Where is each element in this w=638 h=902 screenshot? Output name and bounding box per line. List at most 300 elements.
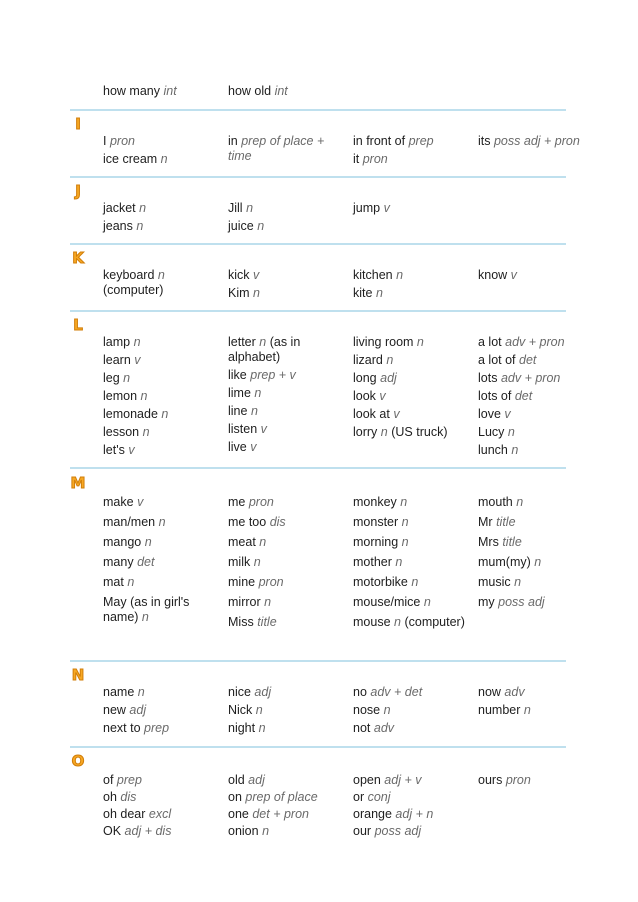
word-entry <box>228 386 346 401</box>
word-entry <box>353 721 471 736</box>
part-of-speech: title <box>496 515 516 529</box>
part-of-speech: int <box>163 84 177 98</box>
word-entry <box>353 595 471 610</box>
word-entry <box>353 790 471 805</box>
word-entry <box>228 219 346 234</box>
entry-word: mum(my) <box>478 555 531 569</box>
part-of-speech: pron <box>505 773 531 787</box>
word-entry <box>353 615 471 630</box>
column-4 <box>478 268 596 286</box>
word-entry <box>103 84 221 99</box>
word-entry <box>228 595 346 610</box>
part-of-speech: n <box>127 575 135 589</box>
part-of-speech: adj + n <box>395 807 434 821</box>
part-of-speech: n <box>401 535 409 549</box>
part-of-speech: n <box>136 219 144 233</box>
entry-word: ours <box>478 773 503 787</box>
entry-word: line <box>228 404 248 418</box>
divider-rule <box>70 243 566 245</box>
column-1 <box>103 84 221 102</box>
entry-word: mouse/mice <box>353 595 421 609</box>
word-entry <box>228 807 346 822</box>
word-entry <box>228 703 346 718</box>
word-entry <box>103 353 221 368</box>
part-of-speech: n <box>142 425 150 439</box>
word-entry <box>228 335 346 365</box>
part-of-speech: adv + det <box>370 685 423 699</box>
word-entry <box>478 495 596 510</box>
entry-word: now <box>478 685 501 699</box>
part-of-speech: pron <box>109 134 135 148</box>
entry-word: lime <box>228 386 251 400</box>
column-4 <box>478 335 596 461</box>
part-of-speech: v <box>250 440 257 454</box>
word-entry <box>103 515 221 530</box>
entry-word: letter <box>228 335 256 349</box>
column-4 <box>478 773 596 790</box>
entry-word: look at <box>353 407 390 421</box>
entry-word: a lot <box>478 335 502 349</box>
entry-word: like <box>228 368 247 382</box>
part-of-speech: n <box>416 335 424 349</box>
word-entry <box>353 515 471 530</box>
part-of-speech: n <box>141 610 149 624</box>
word-entry <box>353 425 471 440</box>
part-of-speech: n <box>534 555 542 569</box>
section-letter: I <box>75 115 81 133</box>
part-of-speech: v <box>504 407 511 421</box>
word-entry <box>353 134 471 149</box>
word-entry <box>103 807 221 822</box>
entry-word: leg <box>103 371 120 385</box>
part-of-speech: adv + pron <box>500 371 561 385</box>
entry-word: Jill <box>228 201 243 215</box>
column-2 <box>228 773 346 841</box>
part-of-speech: prep <box>144 721 170 735</box>
word-entry <box>228 495 346 510</box>
part-of-speech: n <box>144 535 152 549</box>
section-letter: N <box>71 666 85 684</box>
entry-word: live <box>228 440 247 454</box>
word-entry <box>103 495 221 510</box>
entry-word-note: (computer) <box>103 283 164 297</box>
entry-word: lemonade <box>103 407 158 421</box>
part-of-speech: pron <box>258 575 284 589</box>
part-of-speech: n <box>250 404 258 418</box>
entry-word-note: (as in alphabet) <box>228 335 301 364</box>
entry-word: me <box>228 495 246 509</box>
word-entry <box>478 134 596 149</box>
section-letter: O <box>71 752 85 770</box>
word-entry <box>353 286 471 301</box>
part-of-speech: poss adj <box>374 824 422 838</box>
entry-word: onion <box>228 824 259 838</box>
part-of-speech: pron <box>248 495 274 509</box>
part-of-speech: v <box>260 422 267 436</box>
word-entry <box>478 268 596 283</box>
entry-word: lizard <box>353 353 383 367</box>
part-of-speech: n <box>253 555 261 569</box>
part-of-speech: prep of place <box>245 790 318 804</box>
column-1 <box>103 495 221 630</box>
part-of-speech: n <box>411 575 419 589</box>
part-of-speech: pron <box>362 152 388 166</box>
entry-word: kick <box>228 268 250 282</box>
entry-word: monster <box>353 515 399 529</box>
entry-word: jump <box>353 201 381 215</box>
entry-word: Mr <box>478 515 493 529</box>
word-entry <box>103 575 221 590</box>
entry-word: Mrs <box>478 535 499 549</box>
part-of-speech: n <box>375 286 383 300</box>
entry-word-note: (computer) <box>404 615 465 629</box>
entry-word: in <box>228 134 238 148</box>
word-entry <box>478 389 596 404</box>
entry-word: lots <box>478 371 498 385</box>
word-entry <box>228 404 346 419</box>
word-entry <box>353 824 471 839</box>
word-entry <box>478 535 596 550</box>
entry-word: music <box>478 575 511 589</box>
word-entry <box>228 368 346 383</box>
part-of-speech: adj <box>248 773 265 787</box>
word-entry <box>103 773 221 788</box>
entry-word: OK <box>103 824 122 838</box>
word-entry <box>353 535 471 550</box>
entry-word: my <box>478 595 495 609</box>
word-entry <box>103 389 221 404</box>
part-of-speech: n <box>246 201 254 215</box>
part-of-speech: poss adj + pron <box>493 134 580 148</box>
column-3 <box>353 268 471 304</box>
part-of-speech: dis <box>120 790 137 804</box>
word-entry <box>478 443 596 458</box>
part-of-speech: v <box>253 268 260 282</box>
entry-word: Kim <box>228 286 250 300</box>
column-1 <box>103 201 221 237</box>
entry-word: Lucy <box>478 425 505 439</box>
word-entry <box>103 201 221 216</box>
part-of-speech: n <box>157 268 165 282</box>
column-1 <box>103 335 221 461</box>
part-of-speech: n <box>137 685 145 699</box>
part-of-speech: int <box>274 84 288 98</box>
part-of-speech: n <box>255 703 263 717</box>
word-entry <box>228 201 346 216</box>
part-of-speech: det <box>519 353 537 367</box>
entry-word: nice <box>228 685 251 699</box>
part-of-speech: v <box>510 268 517 282</box>
entry-word: on <box>228 790 242 804</box>
word-entry <box>478 407 596 422</box>
entry-word: love <box>478 407 501 421</box>
part-of-speech: n <box>133 335 141 349</box>
word-entry <box>353 685 471 700</box>
part-of-speech: v <box>393 407 400 421</box>
word-entry <box>478 353 596 368</box>
word-entry <box>228 286 346 301</box>
part-of-speech: v <box>379 389 386 403</box>
entry-word: Miss <box>228 615 254 629</box>
entry-word: new <box>103 703 126 717</box>
entry-word: mango <box>103 535 142 549</box>
entry-word: juice <box>228 219 254 233</box>
entry-word: make <box>103 495 134 509</box>
part-of-speech: n <box>160 152 168 166</box>
entry-word: its <box>478 134 491 148</box>
part-of-speech: n <box>514 575 522 589</box>
word-entry <box>353 575 471 590</box>
word-entry <box>353 353 471 368</box>
part-of-speech: n <box>380 425 388 439</box>
part-of-speech: v <box>128 443 135 457</box>
word-entry <box>103 703 221 718</box>
part-of-speech: n <box>139 201 147 215</box>
word-entry <box>103 152 221 167</box>
part-of-speech: conj <box>367 790 391 804</box>
part-of-speech: n <box>262 824 270 838</box>
word-entry <box>353 773 471 788</box>
column-3 <box>353 201 471 219</box>
word-entry <box>353 389 471 404</box>
word-entry <box>353 201 471 216</box>
part-of-speech: adv + pron <box>505 335 565 349</box>
part-of-speech: n <box>257 219 265 233</box>
word-entry <box>228 773 346 788</box>
part-of-speech: n <box>396 268 404 282</box>
word-entry <box>103 134 221 149</box>
entry-word: kitchen <box>353 268 393 282</box>
word-entry <box>478 555 596 570</box>
entry-word: morning <box>353 535 399 549</box>
entry-word: jacket <box>103 201 136 215</box>
word-entry <box>103 425 221 440</box>
part-of-speech: n <box>511 443 519 457</box>
column-2 <box>228 335 346 458</box>
part-of-speech: n <box>140 389 148 403</box>
word-entry <box>478 703 596 718</box>
column-2 <box>228 134 346 167</box>
entry-word: not <box>353 721 371 735</box>
part-of-speech: adj + v <box>384 773 422 787</box>
column-3 <box>353 335 471 443</box>
entry-word: a lot of <box>478 353 516 367</box>
entry-word: or <box>353 790 365 804</box>
word-entry <box>353 555 471 570</box>
part-of-speech: n <box>161 407 169 421</box>
divider-rule <box>70 310 566 312</box>
part-of-speech: n <box>395 555 403 569</box>
part-of-speech: n <box>423 595 431 609</box>
word-entry <box>228 555 346 570</box>
entry-word: let's <box>103 443 125 457</box>
word-entry <box>353 335 471 350</box>
column-2 <box>228 201 346 237</box>
word-entry <box>353 807 471 822</box>
column-2 <box>228 84 346 102</box>
entry-word: man/men <box>103 515 156 529</box>
word-entry <box>353 152 471 167</box>
part-of-speech: prep <box>116 773 142 787</box>
divider-rule <box>70 467 566 469</box>
entry-word: old <box>228 773 245 787</box>
part-of-speech: n <box>523 703 531 717</box>
part-of-speech: n <box>158 515 166 529</box>
part-of-speech: v <box>137 495 144 509</box>
entry-word: kite <box>353 286 373 300</box>
entry-word: mouse <box>353 615 391 629</box>
divider-rule <box>70 746 566 748</box>
part-of-speech: excl <box>148 807 172 821</box>
word-entry <box>228 84 346 99</box>
part-of-speech: n <box>394 615 401 629</box>
word-entry <box>103 219 221 234</box>
entry-word: mouth <box>478 495 513 509</box>
word-entry <box>228 721 346 736</box>
entry-word: living room <box>353 335 414 349</box>
entry-word: lorry <box>353 425 378 439</box>
part-of-speech: title <box>502 535 522 549</box>
word-entry <box>103 268 221 298</box>
part-of-speech: prep + v <box>250 368 296 382</box>
column-2 <box>228 495 346 635</box>
part-of-speech: n <box>386 353 394 367</box>
entry-word: how many <box>103 84 160 98</box>
column-1 <box>103 773 221 841</box>
part-of-speech: det <box>514 389 533 403</box>
word-entry <box>228 685 346 700</box>
part-of-speech: n <box>400 495 408 509</box>
word-entry <box>353 371 471 386</box>
part-of-speech: n <box>507 425 515 439</box>
entry-word: mirror <box>228 595 261 609</box>
word-entry <box>103 721 221 736</box>
word-entry <box>103 685 221 700</box>
entry-word: milk <box>228 555 251 569</box>
word-entry <box>228 515 346 530</box>
word-entry <box>478 685 596 700</box>
entry-word: jeans <box>103 219 133 233</box>
column-4 <box>478 685 596 721</box>
entry-word: nose <box>353 703 381 717</box>
entry-word: listen <box>228 422 258 436</box>
entry-word: lunch <box>478 443 508 457</box>
section-letter: M <box>70 474 86 492</box>
part-of-speech: adj + dis <box>124 824 172 838</box>
part-of-speech: adv <box>504 685 525 699</box>
entry-word: Nick <box>228 703 253 717</box>
entry-word: no <box>353 685 367 699</box>
part-of-speech: n <box>254 386 262 400</box>
part-of-speech: adj <box>129 703 147 717</box>
entry-word-note: (US truck) <box>391 425 448 439</box>
entry-word: long <box>353 371 377 385</box>
part-of-speech: adv <box>373 721 395 735</box>
part-of-speech: det + pron <box>252 807 309 821</box>
word-entry <box>353 703 471 718</box>
word-entry <box>228 575 346 590</box>
part-of-speech: adj <box>254 685 272 699</box>
part-of-speech: n <box>253 286 260 300</box>
word-entry <box>478 515 596 530</box>
entry-word: next to <box>103 721 141 735</box>
word-entry <box>228 440 346 455</box>
entry-word: May (as in girl's name) <box>103 595 190 624</box>
column-4 <box>478 134 596 152</box>
part-of-speech: n <box>264 595 272 609</box>
word-entry <box>103 407 221 422</box>
word-entry <box>353 407 471 422</box>
entry-word: look <box>353 389 376 403</box>
part-of-speech: adj <box>380 371 397 385</box>
entry-word: orange <box>353 807 392 821</box>
entry-word: of <box>103 773 114 787</box>
entry-word: learn <box>103 353 131 367</box>
column-1 <box>103 268 221 301</box>
part-of-speech: title <box>257 615 277 629</box>
part-of-speech: n <box>401 515 409 529</box>
word-entry <box>228 615 346 630</box>
part-of-speech: prep <box>408 134 434 148</box>
word-entry <box>103 535 221 550</box>
entry-word: night <box>228 721 256 735</box>
entry-word: mother <box>353 555 392 569</box>
part-of-speech: det <box>137 555 155 569</box>
column-4 <box>478 495 596 615</box>
word-entry <box>353 268 471 283</box>
word-entry <box>103 555 221 570</box>
entry-word: mine <box>228 575 256 589</box>
word-entry <box>478 575 596 590</box>
entry-word: lots of <box>478 389 512 403</box>
entry-word: one <box>228 807 249 821</box>
word-entry <box>353 495 471 510</box>
column-1 <box>103 134 221 170</box>
part-of-speech: n <box>259 535 267 549</box>
entry-word: keyboard <box>103 268 155 282</box>
part-of-speech: n <box>123 371 131 385</box>
column-2 <box>228 685 346 739</box>
entry-word: me too <box>228 515 267 529</box>
word-entry <box>103 595 221 625</box>
entry-word: monkey <box>353 495 397 509</box>
part-of-speech: n <box>516 495 524 509</box>
word-entry <box>103 824 221 839</box>
entry-word: number <box>478 703 521 717</box>
word-entry <box>478 595 596 610</box>
entry-word: our <box>353 824 372 838</box>
divider-rule <box>70 176 566 178</box>
entry-word: know <box>478 268 508 282</box>
part-of-speech: n <box>383 703 391 717</box>
entry-word: lemon <box>103 389 138 403</box>
entry-word: mat <box>103 575 124 589</box>
word-entry <box>228 422 346 437</box>
word-entry <box>103 335 221 350</box>
word-entry <box>228 824 346 839</box>
section-letter: L <box>73 316 83 334</box>
entry-word: motorbike <box>353 575 408 589</box>
word-entry <box>228 268 346 283</box>
part-of-speech: n <box>259 335 267 349</box>
word-entry <box>103 443 221 458</box>
entry-word: oh <box>103 790 117 804</box>
divider-rule <box>70 109 566 111</box>
entry-word: name <box>103 685 135 699</box>
entry-word: lesson <box>103 425 140 439</box>
part-of-speech: v <box>134 353 141 367</box>
column-1 <box>103 685 221 739</box>
